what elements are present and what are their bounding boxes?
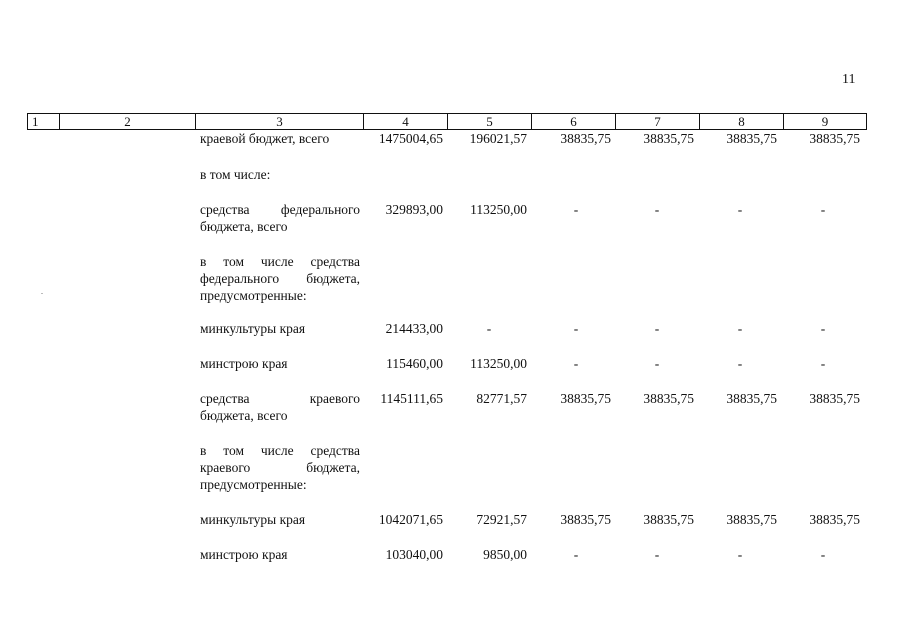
row-label: средства краевого бюджета, всего: [200, 391, 360, 423]
empty-value-dash: -: [654, 547, 660, 562]
value-col-7: 38835,75: [643, 391, 694, 406]
value-col-8: 38835,75: [726, 131, 777, 146]
empty-value-dash: -: [820, 356, 826, 371]
value-col-4: 214433,00: [385, 321, 443, 336]
row-label: в том числе средства федерального бюджета, предусмотренные:: [200, 254, 360, 303]
value-col-9: 38835,75: [809, 131, 860, 146]
value-col-4: 1145111,65: [380, 391, 443, 406]
header-col-4: 4: [364, 114, 448, 130]
empty-value-dash: -: [573, 202, 579, 217]
value-col-7: 38835,75: [643, 512, 694, 527]
page-number: 11: [842, 72, 856, 87]
value-col-6: 38835,75: [560, 391, 611, 406]
value-col-8: 38835,75: [726, 391, 777, 406]
empty-value-dash: -: [820, 202, 826, 217]
row-label: минкультуры края: [200, 321, 306, 336]
value-col-9: 38835,75: [809, 512, 860, 527]
value-col-5: 113250,00: [470, 202, 527, 217]
value-col-4: 1042071,65: [378, 512, 443, 527]
empty-value-dash: -: [654, 321, 660, 336]
empty-value-dash: -: [737, 321, 743, 336]
header-col-8: 8: [700, 114, 784, 130]
row-label: в том числе средства краевого бюджета, предусмотренные:: [200, 443, 360, 492]
row-label: в том числе:: [200, 167, 271, 182]
value-col-4: 329893,00: [385, 202, 443, 217]
empty-value-dash: -: [654, 202, 660, 217]
empty-value-dash: -: [654, 356, 660, 371]
value-col-5: 82771,57: [476, 391, 527, 406]
empty-value-dash: -: [486, 321, 492, 336]
header-col-7: 7: [616, 114, 700, 130]
value-col-9: 38835,75: [809, 391, 860, 406]
header-col-9: 9: [784, 114, 867, 130]
row-label: минкультуры края: [200, 512, 306, 527]
value-col-5: 196021,57: [469, 131, 527, 146]
value-col-4: 103040,00: [385, 547, 443, 562]
value-col-4: 115460,00: [386, 356, 443, 371]
empty-value-dash: -: [737, 202, 743, 217]
value-col-7: 38835,75: [643, 131, 694, 146]
value-col-6: 38835,75: [560, 512, 611, 527]
empty-value-dash: -: [737, 356, 743, 371]
header-col-5: 5: [448, 114, 532, 130]
empty-value-dash: -: [820, 547, 826, 562]
header-col-3: 3: [196, 114, 364, 130]
row-label: краевой бюджет, всего: [200, 131, 330, 146]
empty-value-dash: -: [573, 321, 579, 336]
empty-value-dash: -: [737, 547, 743, 562]
row-label: минстрою края: [200, 547, 288, 562]
header-col-1: 1: [28, 114, 60, 130]
value-col-4: 1475004,65: [378, 131, 443, 146]
value-col-8: 38835,75: [726, 512, 777, 527]
empty-value-dash: -: [573, 356, 579, 371]
row-label: средства федерального бюджета, всего: [200, 202, 360, 234]
value-col-5: 9850,00: [483, 547, 527, 562]
value-col-5: 113250,00: [470, 356, 527, 371]
empty-value-dash: -: [573, 547, 579, 562]
row-label: минстрою края: [200, 356, 288, 371]
header-col-6: 6: [532, 114, 616, 130]
header-col-2: 2: [60, 114, 196, 130]
value-col-6: 38835,75: [560, 131, 611, 146]
empty-value-dash: -: [820, 321, 826, 336]
value-col-5: 72921,57: [476, 512, 527, 527]
